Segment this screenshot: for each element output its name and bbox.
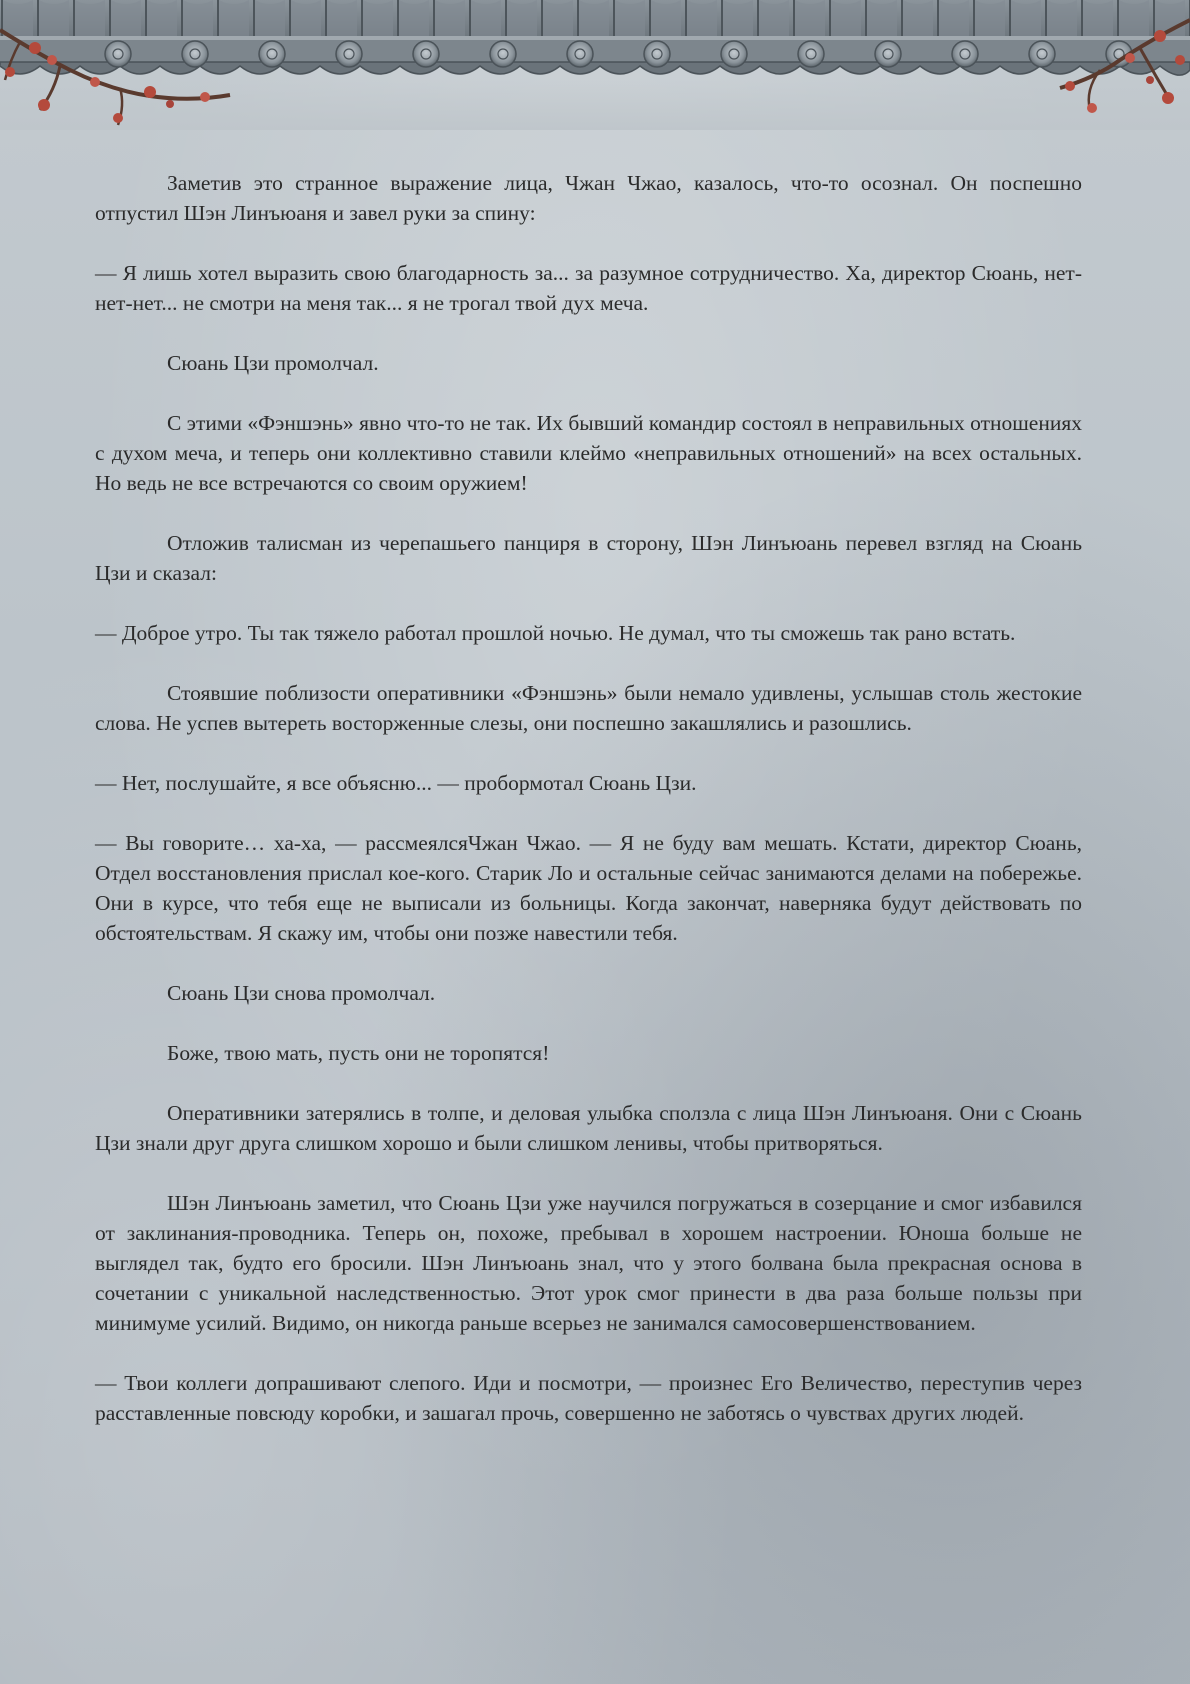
paragraph: Шэн Линъюань заметил, что Сюань Цзи уже научился погружаться в созерцание и смог избавился от заклинания-проводника. Теперь он, похоже, пребывал в хорошем настроении. Юноша больше не выглядел так, будто его бросили. Шэн Линъюань знал, что у этого болвана была прекрасная основа в сочетании с уникальной наследственностью. Этот урок смог принести в два раза больше пользы при минимуме усилий. Видимо, он никогда раньше всерьез не занимался самосовершенствованием.	[95, 1191, 1082, 1335]
paragraph-dialogue: — Доброе утро. Ты так тяжело работал прошлой ночью. Не думал, что ты сможешь так рано встать.	[95, 621, 1016, 645]
paragraph: Стоявшие поблизости оперативники «Фэншэнь» были немало удивлены, услышав столь жестокие слова. Не успев вытереть восторженные слезы, они поспешно закашлялись и разошлись.	[95, 681, 1082, 735]
paragraph: Сюань Цзи снова промолчал.	[167, 981, 436, 1005]
eave-drip-tiles	[0, 62, 1190, 75]
paragraph-dialogue: — Твои коллеги допрашивают слепого. Иди и посмотри, — произнес Его Величество, переступив через расставленные повсюду коробки, и зашагал прочь, совершенно не заботясь о чувствах других людей.	[95, 1371, 1082, 1425]
paragraph: Оперативники затерялись в толпе, и деловая улыбка сползла с лица Шэн Линъюаня. Они с Сюань Цзи знали друг друга слишком хорошо и были слишком ленивы, чтобы притворяться.	[95, 1101, 1082, 1155]
story-text	[95, 168, 1082, 1458]
paragraph-dialogue: — Нет, послушайте, я все объясню... — пробормотал Сюань Цзи.	[95, 771, 697, 795]
paragraph: Отложив талисман из черепашьего панциря в сторону, Шэн Линъюань перевел взгляд на Сюань Цзи и сказал:	[95, 531, 1082, 585]
paragraph: Сюань Цзи промолчал.	[167, 351, 379, 375]
roof-tiles-decoration	[0, 0, 1190, 130]
paragraph: Боже, твою мать, пусть они не торопятся!	[167, 1041, 550, 1065]
paragraph: Заметив это странное выражение лица, Чжан Чжао, казалось, что-то осознал. Он поспешно отпустил Шэн Линъюаня и завел руки за спину:	[95, 171, 1082, 225]
paragraph-dialogue: — Я лишь хотел выразить свою благодарность за... за разумное сотрудничество. Ха, директор Сюань, нет-нет-нет... не смотри на меня так... я не трогал твой дух меча.	[95, 261, 1082, 315]
paragraph: С этими «Фэншэнь» явно что-то не так. Их бывший командир состоял в неправильных отношениях с духом меча, и теперь они коллективно ставили клеймо «неправильных отношений» на всех остальных. Но ведь не все встречаются со своим оружием!	[95, 411, 1082, 495]
paragraph-dialogue: — Вы говорите… ха-ха, — рассмеялсяЧжан Чжао. — Я не буду вам мешать. Кстати, директор Сюань, Отдел восстановления прислал кое-кого. Старик Ло и остальные сейчас занимаются делами на побережье. Они в курсе, что тебя еще не выписали из больницы. Когда закончат, наверняка будут действовать по обстоятельствам. Я скажу им, чтобы они позже навестили тебя.	[95, 831, 1082, 945]
